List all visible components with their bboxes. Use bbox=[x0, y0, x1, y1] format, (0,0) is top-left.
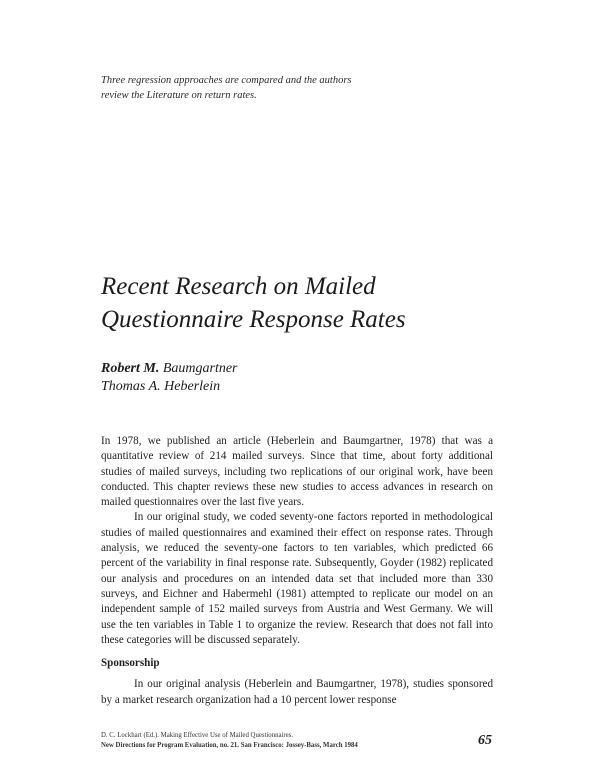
author-1-first: Robert M. bbox=[101, 361, 160, 376]
body-text bbox=[101, 434, 493, 708]
paragraph-3: In our original analysis (Heberlein and Baumgartner, 1978), studies sponsored by a market research organization had a 10 percent lower response bbox=[101, 678, 493, 706]
footer-line-1: D. C. Lockhart (Ed.). Making Effective Use of Mailed Questionnaires. bbox=[101, 732, 294, 739]
citation-footer bbox=[101, 731, 493, 751]
footer-line-2: New Directions for Program Evaluation, no. 21. San Francisco: Jossey-Bass, March 1984 bbox=[101, 742, 358, 749]
abstract bbox=[101, 73, 401, 103]
article-title-line-1: Recent Research on Mailed bbox=[101, 273, 376, 300]
paragraph-2: In our original study, we coded seventy-one factors reported in methodological studies of mailed questionnaires and examined their effect on response rates. Through analysis, we reduced the seventy-one factors to ten variables, which predicted 66 percent of the variability in final response rate. Subsequently, Goyder (1982) replicated our analysis and procedures on an intended data set that included more than 330 surveys, and Eichner and Habermehl (1981) attempted to replicate our model on an independent sample of 152 mailed surveys from Austria and West Germany. We will use the ten variables in Table 1 to organize the review. Research that does not fall into these categories will be discussed separately. bbox=[101, 511, 493, 646]
page-number: 65 bbox=[478, 733, 492, 748]
paragraph-1: In 1978, we published an article (Heberlein and Baumgartner, 1978) that was a quantitative review of 214 mailed surveys. Since that time, about forty additional studies of mailed surveys, including two replications of our original work, have been conducted. This chapter reviews these new studies to access advances in research on mailed questionnaires over the last five years. bbox=[101, 435, 493, 509]
abstract-line-1: Three regression approaches are compared and the authors bbox=[101, 75, 352, 86]
article-title bbox=[101, 270, 481, 336]
author-1-last: Baumgartner bbox=[162, 361, 238, 376]
author-2 bbox=[101, 378, 238, 396]
section-heading: Sponsorship bbox=[101, 657, 160, 670]
abstract-line-2: review the Literature on return rates. bbox=[101, 90, 257, 101]
author-2-first: Thomas A. bbox=[101, 379, 161, 394]
author-list bbox=[101, 360, 238, 396]
author-2-last: Heberlein bbox=[164, 379, 221, 394]
author-1 bbox=[101, 360, 238, 378]
article-title-line-2: Questionnaire Response Rates bbox=[101, 306, 406, 333]
